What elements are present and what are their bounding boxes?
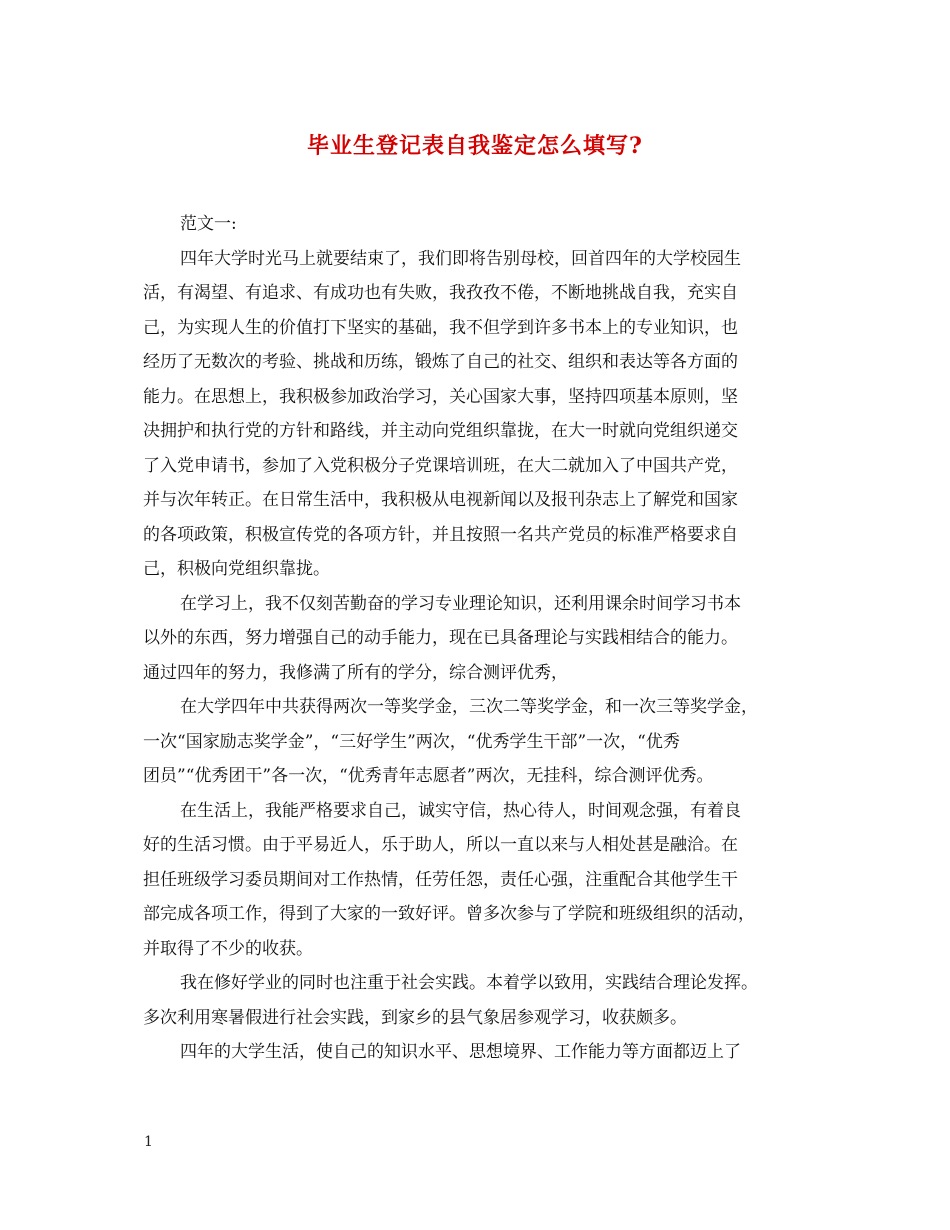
text-line: 己，为实现人生的价值打下坚实的基础，我不但学到许多书本上的专业知识，也	[143, 317, 738, 338]
text-line: 团员”“优秀团干”各一次，“优秀青年志愿者”两次，无挂科，综合测评优秀。	[143, 766, 714, 786]
text-line: 好的生活习惯。由于平易近人，乐于助人，所以一直以来与人相处甚是融洽。在	[143, 835, 738, 855]
text-line: 在学习上，我不仅刻苦勤奋的学习专业理论知识，还利用课余时间学习书本	[180, 593, 741, 614]
text-line: 我在修好学业的同时也注重于社会实践。本着学以致用，实践结合理论发挥。	[180, 973, 758, 993]
text-line: 一次“国家励志奖学金”，“三好学生”两次，“优秀学生干部”一次，“优秀	[143, 731, 680, 752]
text-line: 经历了无数次的考验、挑战和历练，锻炼了自己的社交、组织和表达等各方面的	[143, 352, 738, 372]
text-line: 活，有渴望、有追求、有成功也有失败，我孜孜不倦，不断地挑战自我，充实自	[143, 283, 738, 303]
text-line: 在生活上，我能严格要求自己，诚实守信，热心待人，时间观念强，有着良	[180, 800, 741, 821]
text-line: 并与次年转正。在日常生活中，我积极从电视新闻以及报刊杂志上了解党和国家	[143, 490, 738, 510]
text-line: 并取得了不少的收获。	[143, 938, 313, 959]
text-line: 了入党申请书，参加了入党积极分子党课培训班，在大二就加入了中国共产党，	[143, 455, 738, 476]
text-line: 多次利用寒暑假进行社会实践，到家乡的县气象居参观学习，收获颇多。	[143, 1007, 687, 1028]
text-line: 决拥护和执行党的方针和路线，并主动向党组织靠拢，在大一时就向党组织递交	[143, 421, 738, 441]
text-line: 的各项政策，积极宣传党的各项方针，并且按照一名共产党员的标准严格要求自	[143, 524, 738, 545]
text-line: 四年的大学生活，使自己的知识水平、思想境界、工作能力等方面都迈上了	[180, 1042, 741, 1062]
document-body	[143, 207, 823, 1070]
text-line: 范文一:	[180, 214, 237, 234]
text-line: 四年大学时光马上就要结束了，我们即将告别母校，回首四年的大学校园生	[180, 248, 741, 269]
text-line: 通过四年的努力，我修满了所有的学分，综合测评优秀，	[143, 662, 568, 683]
page-number: 1	[144, 1134, 153, 1150]
text-line: 己，积极向党组织靠拢。	[143, 559, 330, 579]
text-line: 能力。在思想上，我积极参加政治学习，关心国家大事，坚持四项基本原则，坚	[143, 386, 738, 407]
text-line: 在大学四年中共获得两次一等奖学金，三次二等奖学金，和一次三等奖学金，	[180, 697, 758, 717]
text-line: 以外的东西，努力增强自己的动手能力，现在已具备理论与实践相结合的能力。	[143, 628, 738, 648]
text-line: 部完成各项工作，得到了大家的一致好评。曾多次参与了学院和班级组织的活动，	[143, 904, 755, 924]
document-title: 毕业生登记表自我鉴定怎么填写?	[307, 133, 643, 159]
text-line: 担任班级学习委员期间对工作热情，任劳任怨，责任心强，注重配合其他学生干	[143, 869, 738, 890]
